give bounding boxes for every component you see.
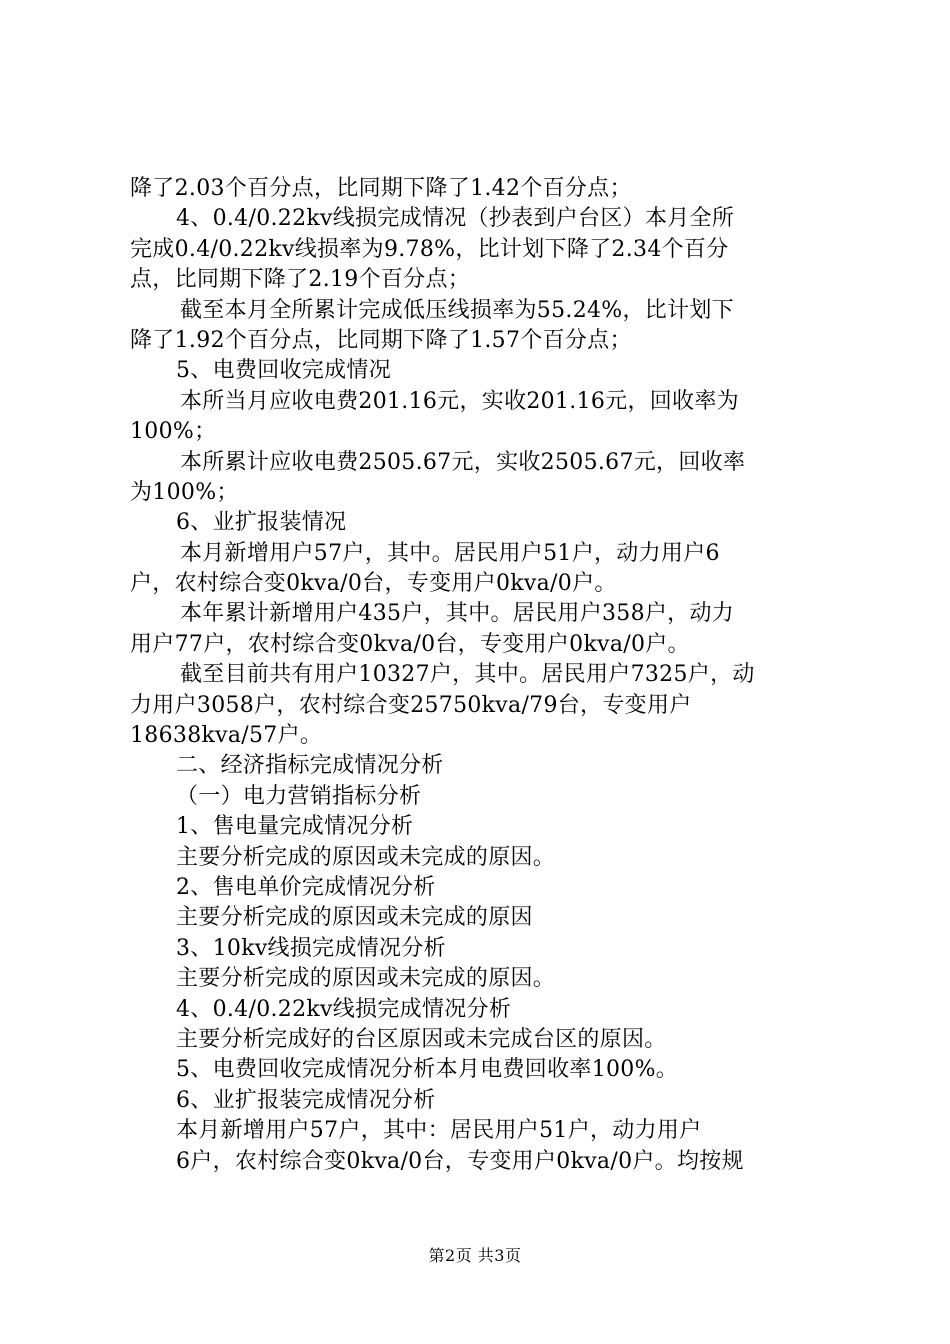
text-line: 截至目前共有用户10327户，其中。居民用户7325户，动 (180, 662, 755, 688)
section-heading: 1、售电量完成情况分析 (176, 814, 414, 840)
section-heading: （一）电力营销指标分析 (176, 783, 422, 809)
text-line: 降了1.92个百分点，比同期下降了1.57个百分点； (130, 327, 632, 353)
text-line: 100%； (130, 419, 217, 445)
section-heading: 6、业扩报装完成情况分析 (176, 1087, 436, 1113)
text-line: 本月新增用户57户，其中：居民用户51户，动力用户 (176, 1118, 702, 1144)
text-line: 为100%； (130, 479, 239, 505)
text-line: 点，比同期下降了2.19个百分点； (130, 267, 471, 293)
text-line: 18638kva/57户。 (130, 723, 323, 749)
text-line: 降了2.03个百分点，比同期下降了1.42个百分点； (130, 176, 632, 201)
text-line: 完成0.4/0.22kv线损率为9.78%，比计划下降了2.34个百分 (130, 236, 729, 262)
text-line: 主要分析完成的原因或未完成的原因。 (176, 844, 556, 870)
section-heading: 5、电费回收完成情况 (176, 358, 391, 384)
text-line: 本年累计新增用户435户，其中。居民用户358户，动力 (180, 601, 735, 627)
section-heading: 2、售电单价完成情况分析 (176, 874, 436, 900)
section-heading: 二、经济指标完成情况分析 (176, 753, 444, 779)
section-heading: 4、0.4/0.22kv线损完成情况（抄表到户台区）本月全所 (176, 206, 735, 232)
text-line: 本所累计应收电费2505.67元，实收2505.67元，回收率 (180, 449, 746, 475)
text-line: 截至本月全所累计完成低压线损率为55.24%，比计划下 (180, 297, 734, 323)
text-line: 5、电费回收完成情况分析本月电费回收率100%。 (176, 1057, 679, 1083)
page-footer: 第2页 共3页 (428, 1246, 522, 1265)
text-line: 本月新增用户57户，其中。居民用户51户，动力用户6 (180, 540, 720, 566)
section-heading: 3、10kv线损完成情况分析 (176, 935, 446, 961)
text-line: 本所当月应收电费201.16元，实收201.16元，回收率为 (180, 388, 739, 414)
section-heading: 6、业扩报装情况 (176, 510, 347, 536)
document-body (130, 174, 830, 1177)
text-line: 力用户3058户，农村综合变25750kva/79台，专变用户 (130, 692, 692, 718)
text-line: 6户，农村综合变0kva/0台，专变用户0kva/0户。均按规 (176, 1148, 744, 1174)
text-line: 用户77户，农村综合变0kva/0台，专变用户0kva/0户。 (130, 631, 690, 657)
text-line: 主要分析完成的原因或未完成的原因。 (176, 966, 556, 992)
text-line: 户，农村综合变0kva/0台，专变用户0kva/0户。 (130, 571, 617, 597)
text-line: 主要分析完成好的台区原因或未完成台区的原因。 (176, 1026, 667, 1052)
section-heading: 4、0.4/0.22kv线损完成情况分析 (176, 996, 512, 1022)
text-line: 主要分析完成的原因或未完成的原因 (176, 905, 533, 931)
